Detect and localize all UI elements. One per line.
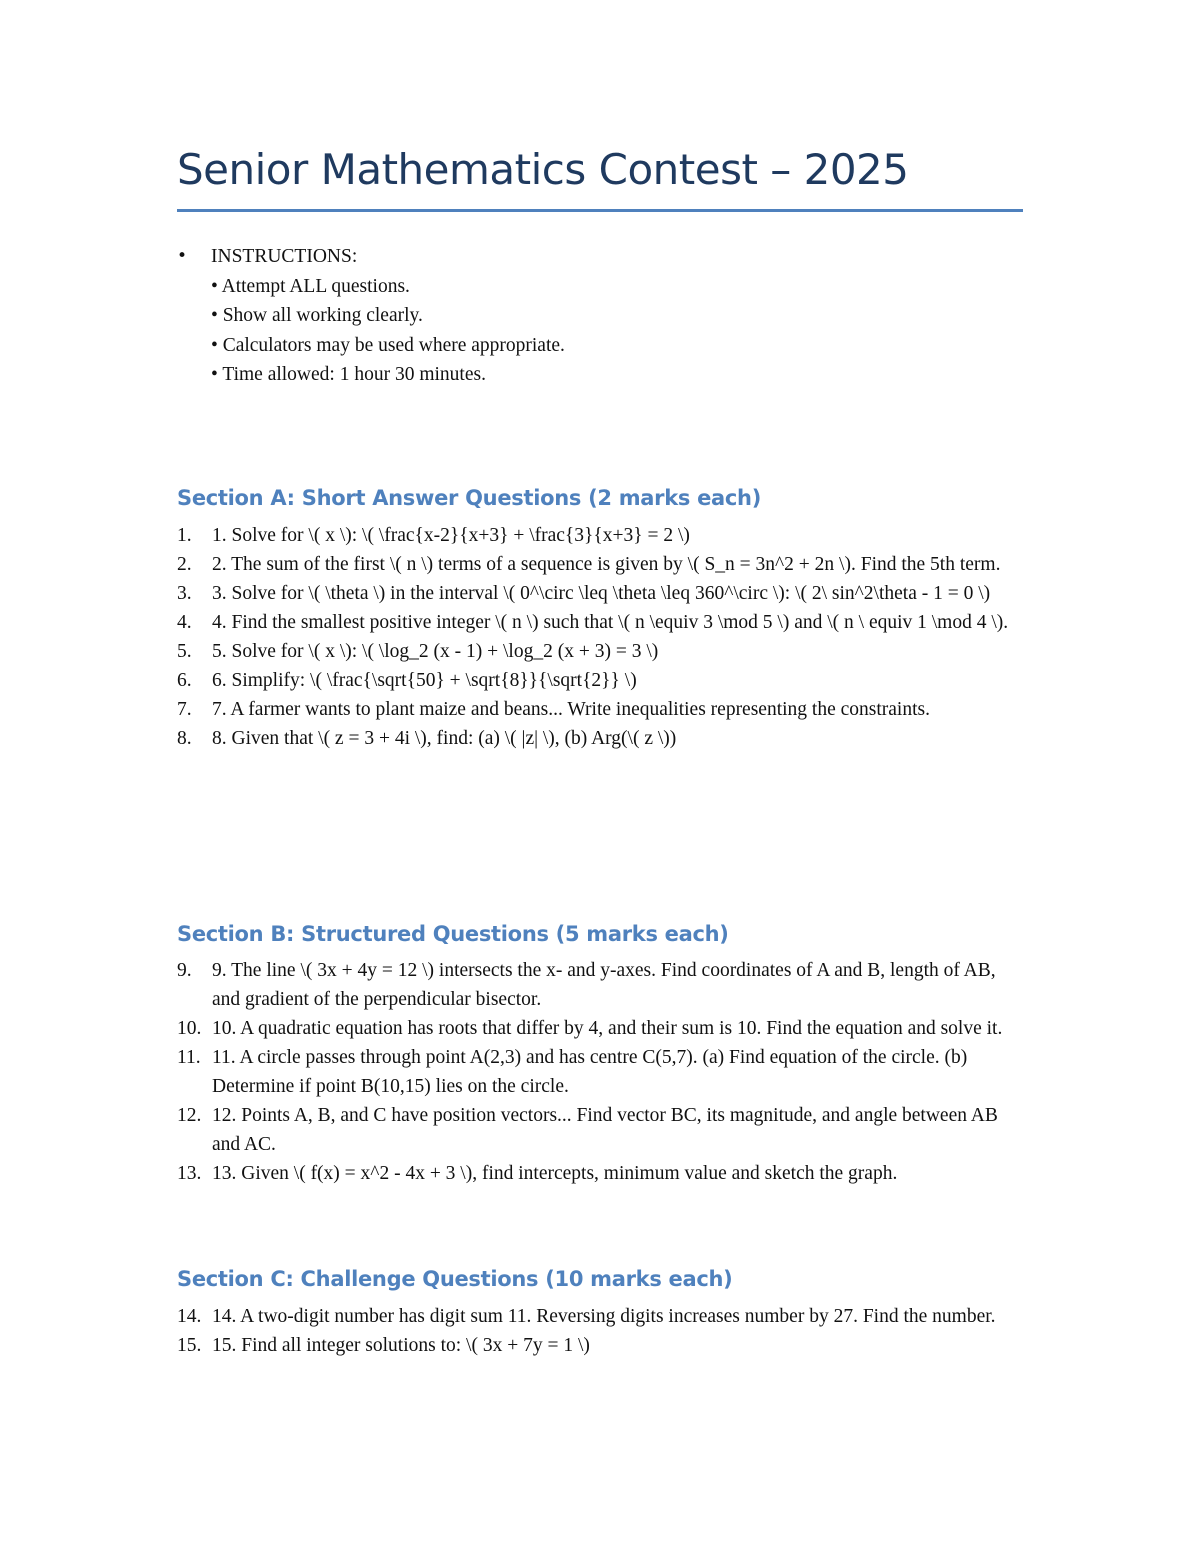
question-text: 12. Points A, B, and C have position vectors... Find vector BC, its magnitude, and angle between AB and AC. [212,1105,998,1155]
question-text: 15. Find all integer solutions to: \( 3x + 7y = 1 \) [212,1335,590,1356]
question-text: 5. Solve for \( x \): \( \log_2 (x - 1) + \log_2 (x + 3) = 3 \) [212,641,659,662]
page-title: Senior Mathematics Contest – 2025 [177,145,909,194]
question-item [177,550,1023,579]
question-number: 7. [177,699,192,720]
question-item [177,1014,1023,1043]
question-text: 10. A quadratic equation has roots that differ by 4, and their sum is 10. Find the equation and solve it. [212,1018,1003,1039]
question-text: 11. A circle passes through point A(2,3) and has centre C(5,7). (a) Find equation of the circle. (b) Determine if point B(10,15) lies on the circle. [212,1047,968,1097]
question-number: 4. [177,612,192,633]
instruction-item: • Show all working clearly. [211,305,423,326]
question-item [177,637,1023,666]
instructions-bullet: • [177,246,188,266]
question-number: 15. [177,1335,202,1356]
question-text: 8. Given that \( z = 3 + 4i \), find: (a) \( |z| \), (b) Arg(\( z \)) [212,728,677,749]
question-text: 14. A two-digit number has digit sum 11. Reversing digits increases number by 27. Find the number. [212,1306,996,1327]
question-item [177,1101,1023,1159]
instructions-lines [211,242,565,390]
question-number: 14. [177,1306,202,1327]
question-item [177,1159,1023,1188]
question-number: 3. [177,583,192,604]
question-number: 9. [177,960,192,981]
question-item [177,1302,1023,1331]
question-number: 12. [177,1105,202,1126]
question-item [177,1043,1023,1101]
question-text: 2. The sum of the first \( n \) terms of a sequence is given by \( S_n = 3n^2 + 2n \). Find the 5th term. [212,554,1001,575]
question-item [177,666,1023,695]
instruction-item: • Attempt ALL questions. [211,275,410,297]
section-b-questions [177,956,1023,1188]
question-text: 4. Find the smallest positive integer \( n \) such that \( n \equiv 3 \mod 5 \) and \( n \ equiv 1 \mod 4 \). [212,612,1009,633]
section-b-heading: Section B: Structured Questions (5 marks each) [177,922,729,946]
question-text: 9. The line \( 3x + 4y = 12 \) intersects the x- and y-axes. Find coordinates of A and B, length of AB, and gradient of the perpendicular bisector. [212,960,996,1010]
section-a-heading: Section A: Short Answer Questions (2 marks each) [177,486,761,510]
question-item [177,608,1023,637]
question-number: 2. [177,554,192,575]
question-number: 5. [177,641,192,662]
question-text: 1. Solve for \( x \): \( \frac{x-2}{x+3} + \frac{3}{x+3} = 2 \) [212,525,690,546]
question-item [177,724,1023,753]
question-number: 1. [177,525,192,546]
question-item [177,1331,1023,1360]
question-text: 6. Simplify: \( \frac{\sqrt{50} + \sqrt{8}}{\sqrt{2}} \) [212,670,637,691]
section-c-questions [177,1302,1023,1360]
question-text: 3. Solve for \( \theta \) in the interval \( 0^\circ \leq \theta \leq 360^\circ \): \( 2\ sin^2\theta - 1 = 0 \) [212,583,991,604]
title-underline [177,209,1023,212]
question-number: 13. [177,1163,202,1184]
instruction-item: • Calculators may be used where appropriate. [211,334,565,356]
question-item [177,956,1023,1014]
section-a-questions [177,521,1023,753]
question-number: 6. [177,670,192,691]
question-item [177,521,1023,550]
question-item [177,695,1023,724]
question-text: 7. A farmer wants to plant maize and beans... Write inequalities representing the constraints. [212,699,930,720]
question-text: 13. Given \( f(x) = x^2 - 4x + 3 \), find intercepts, minimum value and sketch the graph. [212,1163,898,1184]
section-c-heading: Section C: Challenge Questions (10 marks each) [177,1267,733,1291]
question-number: 11. [177,1047,201,1068]
instruction-item: • Time allowed: 1 hour 30 minutes. [211,364,486,385]
question-number: 8. [177,728,192,749]
question-number: 10. [177,1018,202,1039]
question-item [177,579,1023,608]
instructions-heading: INSTRUCTIONS: [211,246,358,267]
